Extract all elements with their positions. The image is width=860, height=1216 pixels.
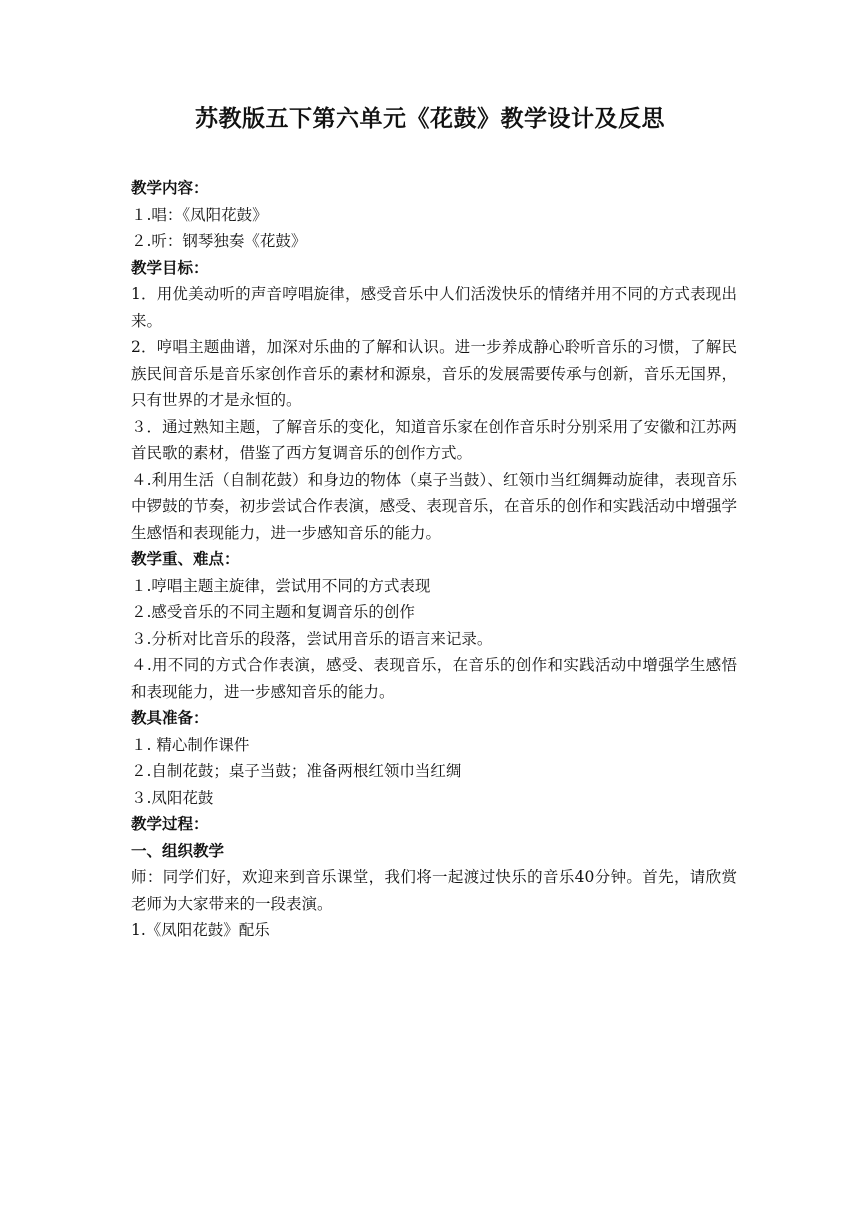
material-item: ２.自制花鼓；桌子当鼓；准备两根红领巾当红绸: [131, 762, 462, 780]
process-item: 1.《凤阳花鼓》配乐: [131, 921, 270, 939]
keypoint-item: １.哼唱主题主旋律，尝试用不同的方式表现: [131, 576, 431, 595]
document-body: [131, 175, 737, 944]
goal-item: 1．用优美动听的声音哼唱旋律，感受音乐中人们活泼快乐的情绪并用不同的方式表现出来。: [131, 285, 737, 330]
goal-item: 2．哼唱主题曲谱，加深对乐曲的了解和认识。进一步养成静心聆听音乐的习惯，了解民族民间音乐是音乐家创作音乐的素材和源泉，音乐的发展需要传承与创新，音乐无国界，只有世界的才是永恒的。: [131, 338, 737, 409]
section-heading-materials: 教具准备：: [131, 709, 209, 727]
material-item: ３.凤阳花鼓: [131, 788, 214, 807]
section-heading-content: 教学内容：: [131, 179, 209, 197]
section-heading-keypoints: 教学重、难点：: [131, 550, 240, 568]
goal-item: ４.利用生活（自制花鼓）和身边的物体（桌子当鼓）、红领巾当红绸舞动旋律，表现音乐中锣鼓的节奏，初步尝试合作表演，感受、表现音乐，在音乐的创作和实践活动中增强学生感悟和表现能力，进一步感知音乐的能力。: [131, 470, 737, 542]
process-subheading: 一、组织教学: [131, 841, 225, 860]
document-title: 苏教版五下第六单元《花鼓》教学设计及反思: [195, 106, 665, 132]
keypoint-item: ４.用不同的方式合作表演，感受、表现音乐，在音乐的创作和实践活动中增强学生感悟和表现能力，进一步感知音乐的能力。: [131, 656, 737, 701]
section-heading-goals: 教学目标：: [131, 258, 209, 277]
goal-item: ３．通过熟知主题，了解音乐的变化，知道音乐家在创作音乐时分别采用了安徽和江苏两首民歌的素材，借鉴了西方复调音乐的创作方式。: [131, 417, 737, 462]
keypoint-item: ３.分析对比音乐的段落，尝试用音乐的语言来记录。: [131, 629, 493, 648]
content-item: １.唱：《凤阳花鼓》: [131, 205, 268, 224]
content-item: ２.听：钢琴独奏《花鼓》: [131, 232, 307, 250]
section-heading-process: 教学过程：: [131, 815, 209, 833]
material-item: １. 精心制作课件: [131, 735, 250, 754]
keypoint-item: ２.感受音乐的不同主题和复调音乐的创作: [131, 603, 415, 621]
process-item: 师：同学们好，欢迎来到音乐课堂，我们将一起渡过快乐的音乐40分钟。首先，请欣赏老师为大家带来的一段表演。: [131, 868, 737, 913]
